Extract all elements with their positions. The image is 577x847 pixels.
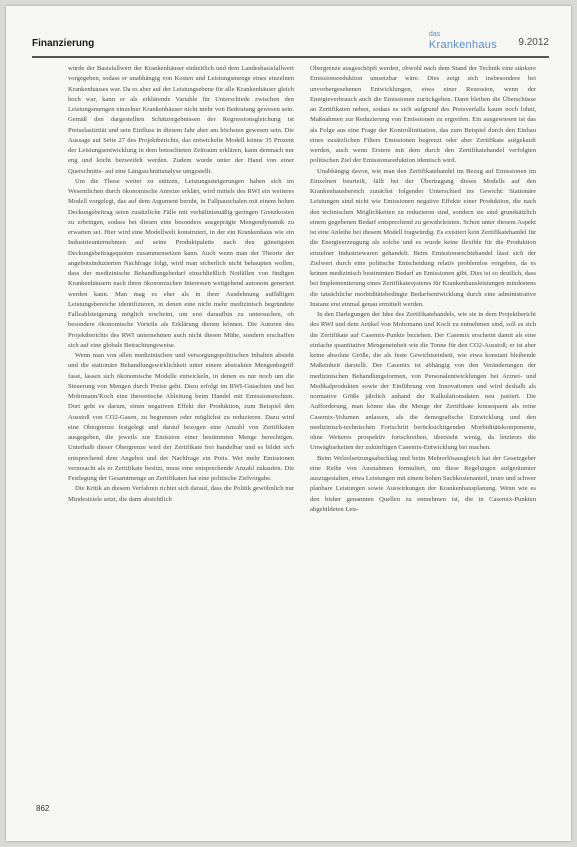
issue-number: 9.2012 [518, 37, 549, 48]
magazine-page [6, 6, 571, 841]
text-column-left [68, 64, 294, 802]
paragraph: Um die These weiter zu stützen, Leistungssteigerungen haben sich im Wesentlichen durch ökonomische Anreize erklärt, wird mittels des RWI ein weiteres Modell vorgelegt, das auf dem Argument beruht, in Fallpauschalen mit einem hohen Deckungsbeitrag seien zusätzliche Fälle mit verhältnismäßig geringen Grenzkosten zu erbringen, sodass bei diesen eine besonders ausgeprägte Mengendynamik zu erwarten sei. Hier wird eine Modellwelt konstruiert, in der ein Krankenhaus wie ein Industrieunternehmen auf seine Produktpalette nach den günstigsten Deckungsbeitragsquoten zusammensetzen kann. Auch wenn man der Theorie der angebotsinduzierten Nachfrage folgt, wird man sicherlich nicht behaupten wollen, dass der medizinische Behandlungsbedarf einschließlich Notfällen von findigen Krankenhäusern nach ihren ökonomischen Interessen weitgehend autonom generiert werden kann. Man mag es eher als in ihrer Ausdehnung auffälligen Leistungsbereiche identifizieren, in denen eine nicht mehr medizinisch begründete Fallzahlsteigerung möglich erscheint, um erst daraufhin zu untersuchen, ob besondere ökonomische Vorteile als Erklärung dienen können. Die Autoren des Projektberichts des RWI unternehmen auch nicht diesen Mühe, sondern erschaffen sich auf eine globale Betrachtungsweise. [68, 177, 294, 349]
paragraph: würde der Basisfallwert der Krankenhäuser einheitlich und dem Landesbasisfallwert vorgegeben, sodass er unabhängig von Kosten und Leistungsmenge eines einzelnen Krankenhauses war. Da es aber auf der Leistungsebene für alle Krankenhäuser gleich hoch war, kann er als erklärende Variable für Unterschiede zwischen den Leistungsmengen einzelner Krankenhäuser nicht mehr von Bedeutung gewesen sein. Gemäß den dargestellten Schätzergebnissen der Regressionsgleichung ist Preiselastizität und sein Einfluss in diesem Jahr aber am höchsten gewesen sein. Die Aussage auf Seite 27 des Projektberichts, das entwickelte Modell könne 35 Prozent der Leistungsentwicklung in dem betrachteten Zeitraum erklären, kann demnach nur eng und leicht bezweifelt werden. Zudem wurde unter der Hand von einer Querschnitts- auf eine Längsschnittanalyse umgestellt. [68, 65, 294, 175]
paragraph: In den Darlegungen der Idee des Zertifikatehandels, wie sie in dem Projektbericht des RWI und dem Artikel von Mohrmann und Koch zu entnehmen sind, soll es sich die Zertifikate auf Casemix-Punkte beziehen. Der Casemix erscheint damit als eine einfache quantitative Mengeneinheit wie die Tonne für den CO2-Ausstoß; er ist aber keine absolute Größe, die als feste Gewichtseinheit, wie etwa konstant bleibende Maßeinheit darstellt. Der Casemix ist abhängig von den Veränderungen der medizinischen Behandlungsformen, von Personalentwicklungen bei Arznei- und Medikalprodukten sowie der Einführung von Innovationen und wird deshalb als normative Größe jährlich anhand der Kalkulationsdaten neu justiert. Die Aufforderung, man könne das die Menge der Zertifikate konsequent als reine Casemix-Volumen anlassen, als die demografische Entwicklung und den medizinisch-technischen Fortschritt berücksichtigenden Morbiditätskomponente, ohne Weiteres prospektiv fortschreiben, übersieht wenig, da letzteres die Unwägbarkeiten der zukünftigen Casemix-Entwicklung bei machen. [310, 311, 536, 452]
text-column-right [310, 64, 536, 802]
magazine-logo [429, 30, 497, 50]
paragraph: Die Kritik an diesem Verfahren richtet sich darauf, dass die Politik gewöhnlich nur Mindestziele setzt, die dann absichtlich [68, 485, 294, 503]
page-header [32, 30, 549, 56]
paragraph: Wenn man von allen medizinischen und versorgungspolitischen Inhalten absieht und die stationäre Behandlungswirklichkeit unter einem abstrakten Mengenbegriff fasst, lassen sich ökonomische Modelle entwickeln, in denen es nur noch um die Steuerung von Mengen durch Preise geht. Dazu erfolgt im RWI-Gutachten und bei Mohrmann/Koch eine theoretische Ableitung beim Handel mit Emissionsrechten. Dort geht es darum, einen negativen Effekt der Produktion, zum Beispiel den Ausstoß von CO2-Gasen, zu begrenzen oder möglichst zu reduzieren. Dazu wird eine Obergrenze festgelegt und darauf bezogen eine Anzahl von Zertifikaten ausgegeben, die jeweils zur Emission einer bestimmten Menge berechtigen. Unterhalb dieser Obergrenze wird der Zertifikate frei handelbar und es bildet sich entsprechend dem Angebot und der Nachfrage ein Preis. Wer mehr Emissionen verursacht als er Zertifikate besitzt, muss eine entsprechende Anzahl zukaufen. Die Festlegung der Gesamtmenge an Zertifikaten hat eine politische Zielvorgabe. [68, 352, 294, 482]
header-rule [32, 56, 549, 58]
logo-line-1: das [428, 31, 441, 38]
logo-line-2: Krankenhaus [428, 39, 497, 51]
page-number: 862 [36, 804, 50, 813]
section-title: Finanzierung [32, 38, 95, 49]
paragraph: Beim Welzelsetzungsabschlag und beim Mehrerlösausgleich hat der Gesetzgeber eine Reihe von Ausnahmen formuliert, um diese Regelungen aufgeräumter auszugestalten, etwa Leistungen mit einem hohen Sachkostenanteil, teure und schwer planbare Leistungen sowie Auswirkungen der Krankenhausplanung. Wenn wie es den bisher genannten Quellen zu entnehmen ist, die in Casemix-Punkten abgebildeten Leis- [310, 454, 536, 513]
paragraph: Obergrenze ausgeschöpft werden, obwohl nach dem Stand der Technik eine stärkere Emissionsreduktion umsetzbar wäre. Dies zeigt sich insbesondere bei unvorhergesehenen Entwicklungen, etwa einer Rezession, wenn der Energieverbrauch auch die Emissionen zurückgehen. Dann bleiben die Überschüsse an Zertifikaten neben, sodass es sich aufgrund des Preisverfalls kaum noch lohnt, Maßnahmen zur Reduzierung von Emissionen zu ergreifen. Ein ausgewiesen ist das als Folge aus eine Frage der Kontrollinitiation, das zum Beispiel durch den Einbau eines zusätzlichen Filters Emissionen begrenzt oder aber Zertifikate aufgekauft werden, auch wenn Erstere mit dem durch den Zertifikatehandel verfolgten politischen Ziel der Emissionsreduktion identisch wird. [310, 65, 536, 165]
paragraph: Unabhängig davon, wie man den Zertifikatehandel im Bezug auf Emissionen im Einzelnen beurteilt, fällt bei der Übertragung dieses Modells auf den Krankenhausbereich zunächst folgender Unterschied ins Gewicht: Stationäre Leistungen sind nicht wie Emissionen negative Effekte einer Produktion, die nach den technischen Möglichkeiten zu reduzieren sind, sondern sie sind grundsätzlich einem gegebenen Bedarf entsprechend zu gewährleisten. Schon unter diesem Aspekt ist eine Anleihe bei diesem Modell fragwürdig. Es existiert kein Zertifikatehandel für die Energieerzeugung als solche und es wurde keine flexible für die Produktion einzelner Industriewaren gehandelt. Beim Emissionsrechtehandel lässt sich der Zielwert durch eine politische Entscheidung relativ problemlos vorgeben, da es keinen medizinisch bestimmten Bedarf an Emissionen gibt. Dies ist so deutlich, dass bei Implementierung eines Zertifikatesystems für Krankenhausleistungen mindestens die tatsächliche morbiditätsbedingte Bedarfsentwicklung durch eine administrative Instanz erst einmal genau ermittelt werden. [310, 167, 536, 308]
